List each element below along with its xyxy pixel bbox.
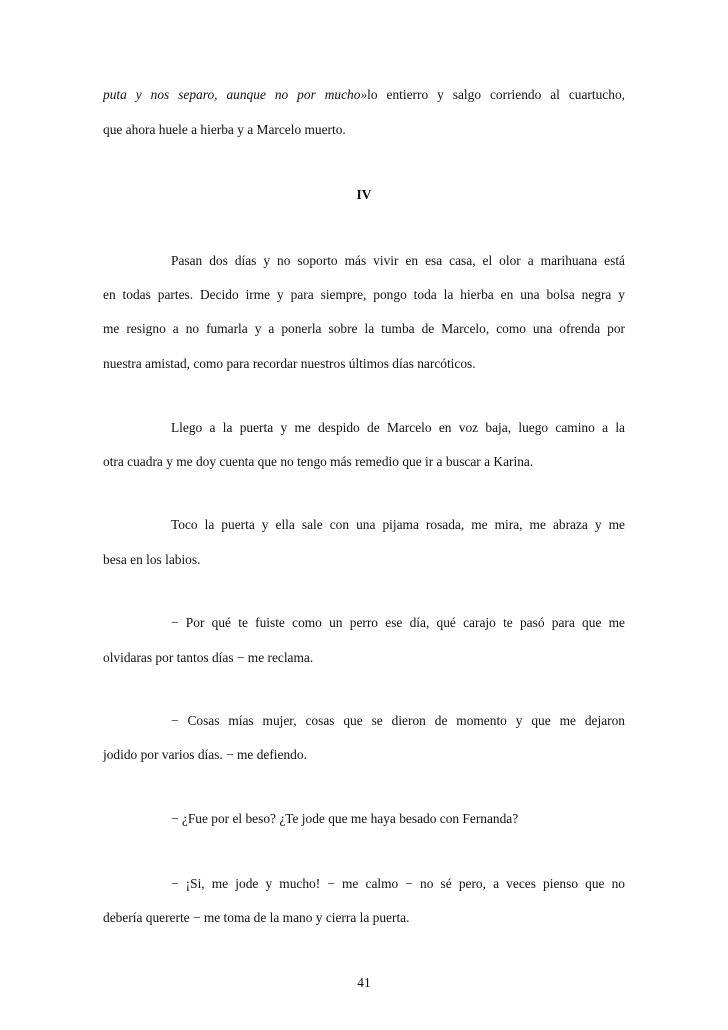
text-line xyxy=(103,87,625,103)
text-line: debería quererte − me toma de la mano y cierra la puerta. xyxy=(103,910,410,925)
text-line: otra cuadra y me doy cuenta que no tengo más remedio que ir a buscar a Karina. xyxy=(103,454,534,469)
text-line: besa en los labios. xyxy=(103,552,201,567)
text-line: − Cosas mías mujer, cosas que se dieron de momento y que me dejaron xyxy=(171,713,625,728)
text-line: nuestra amistad, como para recordar nuestros últimos días narcóticos. xyxy=(103,356,476,371)
text-line: − ¡Si, me jode y mucho! − me calmo − no sé pero, a veces pienso que no xyxy=(171,876,625,891)
text-line: jodido por varios días. − me defiendo. xyxy=(103,747,307,762)
text-line: − Por qué te fuiste como un perro ese día, qué carajo te pasó para que me xyxy=(171,615,625,630)
text-line: Pasan dos días y no soporto más vivir en esa casa, el olor a marihuana está xyxy=(171,253,625,268)
text-span: lo entierro y salgo corriendo al cuartucho, xyxy=(367,87,625,102)
text-line: Llego a la puerta y me despido de Marcelo en voz baja, luego camino a la xyxy=(171,420,625,435)
text-line: olvidaras por tantos días − me reclama. xyxy=(103,650,314,665)
italic-quote: puta y nos separo, aunque no por mucho» xyxy=(103,87,368,102)
text-line: Toco la puerta y ella sale con una pijama rosada, me mira, me abraza y me xyxy=(171,517,625,532)
text-line: que ahora huele a hierba y a Marcelo muerto. xyxy=(103,122,346,137)
text-line: − ¿Fue por el beso? ¿Te jode que me haya besado con Fernanda? xyxy=(171,811,519,826)
text-line: me resigno a no fumarla y a ponerla sobre la tumba de Marcelo, como una ofrenda por xyxy=(103,321,625,336)
section-heading: IV xyxy=(356,187,372,202)
text-line: en todas partes. Decido irme y para siempre, pongo toda la hierba en una bolsa negra y xyxy=(103,287,625,302)
page-number: 41 xyxy=(357,975,371,990)
